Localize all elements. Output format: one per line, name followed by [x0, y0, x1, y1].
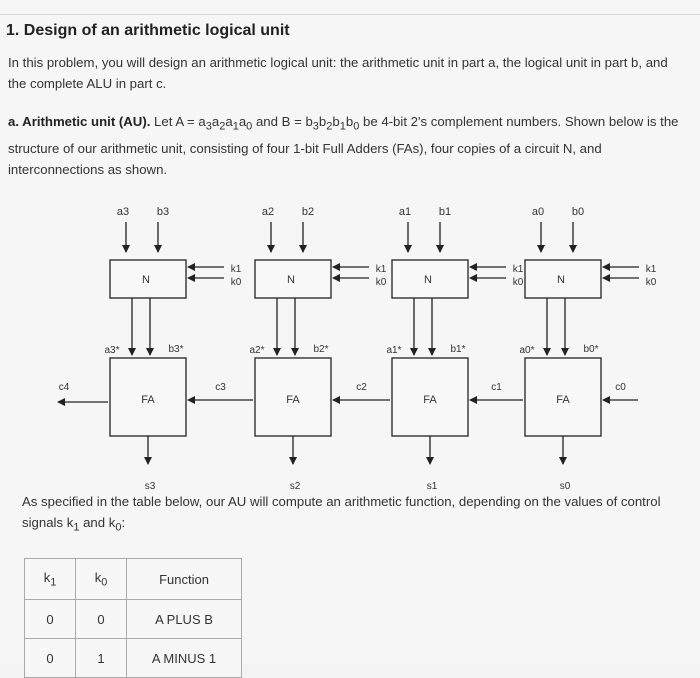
- k1-sub: 1: [73, 521, 80, 534]
- a-star-label: a0*: [519, 345, 535, 356]
- cell-function: A MINUS 1: [127, 639, 242, 678]
- carry-out-label: c4: [58, 382, 70, 393]
- a-sub: 0: [246, 120, 253, 133]
- section-heading: 1. Design of an arithmetic logical unit: [6, 22, 290, 39]
- input-b-label: b3: [156, 206, 170, 218]
- b-star-label: b1*: [450, 344, 466, 355]
- k0-label: k0: [512, 277, 524, 288]
- k1-label: k1: [645, 264, 657, 275]
- b-sub: 3: [312, 120, 319, 133]
- cell-k0: 1: [76, 639, 127, 678]
- a-star-label: a1*: [386, 345, 402, 356]
- k1-label: k1: [375, 264, 387, 275]
- full-adder-label: FA: [286, 394, 300, 406]
- n-circuit-label: N: [142, 274, 150, 286]
- a-sub: 3: [205, 120, 212, 133]
- table-intro-paragraph: [22, 491, 692, 539]
- input-b-label: b2: [301, 206, 315, 218]
- sum-label: s1: [426, 481, 438, 492]
- a-sub: 2: [219, 120, 226, 133]
- input-b-label: b0: [571, 206, 585, 218]
- k0-sub: 0: [115, 521, 122, 534]
- table-intro-text: As specified in the table below, our AU will compute an arithmetic function, depending on the values of control signals k: [22, 494, 661, 530]
- cell-k1: 0: [25, 639, 76, 678]
- full-adder-label: FA: [556, 394, 570, 406]
- part-a-text-1: Let A = a: [150, 114, 206, 129]
- part-a-label: a. Arithmetic unit (AU).: [8, 114, 151, 129]
- a-star-label: a3*: [104, 345, 120, 356]
- input-a-label: a1: [398, 206, 412, 218]
- b-star-label: b3*: [168, 344, 184, 355]
- cell-function: A PLUS B: [127, 600, 242, 639]
- top-divider: [0, 14, 700, 15]
- header-function: Function: [127, 559, 242, 600]
- part-a-text-3: be 4-bit 2's complement numbers. Shown below is the structure of our arithmetic unit, consisting of four 1-bit Full Adders (FAs), four copies of a circuit N, and interconnections as shown.: [8, 114, 679, 177]
- sum-label: s3: [144, 481, 156, 492]
- b-star-label: b0*: [583, 344, 599, 355]
- cell-k0: 0: [76, 600, 127, 639]
- header-k1: $k_1$: [25, 559, 76, 600]
- cell-k1: 0: [25, 600, 76, 639]
- table-intro-and: and k: [79, 515, 116, 530]
- carry-label: c3: [215, 382, 226, 393]
- k0-label: k0: [230, 277, 242, 288]
- full-adder-label: FA: [141, 394, 155, 406]
- k1-label: k1: [512, 264, 524, 275]
- function-table: [24, 558, 242, 678]
- b-sub: 1: [339, 120, 346, 133]
- b-sub: 0: [353, 120, 360, 133]
- n-circuit-label: N: [424, 274, 432, 286]
- table-row: [25, 639, 242, 678]
- table-header-row: [25, 559, 242, 600]
- n-circuit-label: N: [287, 274, 295, 286]
- input-b-label: b1: [438, 206, 452, 218]
- full-adder-label: FA: [423, 394, 437, 406]
- sum-label: s0: [559, 481, 571, 492]
- k1-label: k1: [230, 264, 242, 275]
- part-a-paragraph: a. Arithmetic unit (AU). Let $A = a_3a_2a_1a_0$ and $B = b_3b_2b_1b_0$ be 4-bit 2's complement numbers. Shown below is the structure of our arithmetic unit, consisting of four 1-bit Full Adders (FAs), four copies of a circuit N, and interconnections as shown.: [8, 114, 679, 177]
- table-row: [25, 600, 242, 639]
- k0-label: k0: [375, 277, 387, 288]
- a-star-label: a2*: [249, 345, 265, 356]
- intro-paragraph: In this problem, you will design an arithmetic logical unit: the arithmetic unit in part a, the logical unit in part b, and the complete ALU in part c.: [8, 55, 668, 91]
- input-a-label: a2: [261, 206, 275, 218]
- part-a-text-2: and B = b: [252, 114, 313, 129]
- au-circuit-diagram: [0, 190, 700, 500]
- carry-label: c0: [615, 382, 626, 393]
- n-circuit-label: N: [557, 274, 565, 286]
- header-k0: $k_0$: [76, 559, 127, 600]
- carry-label: c2: [356, 382, 367, 393]
- a-sub: 1: [232, 120, 239, 133]
- input-a-label: a3: [116, 206, 130, 218]
- sum-label: s2: [289, 481, 301, 492]
- k0-label: k0: [645, 277, 657, 288]
- input-a-label: a0: [531, 206, 545, 218]
- b-star-label: b2*: [313, 344, 329, 355]
- table-intro-end: :: [121, 515, 126, 530]
- carry-label: c1: [491, 382, 502, 393]
- b-sub: 2: [326, 120, 333, 133]
